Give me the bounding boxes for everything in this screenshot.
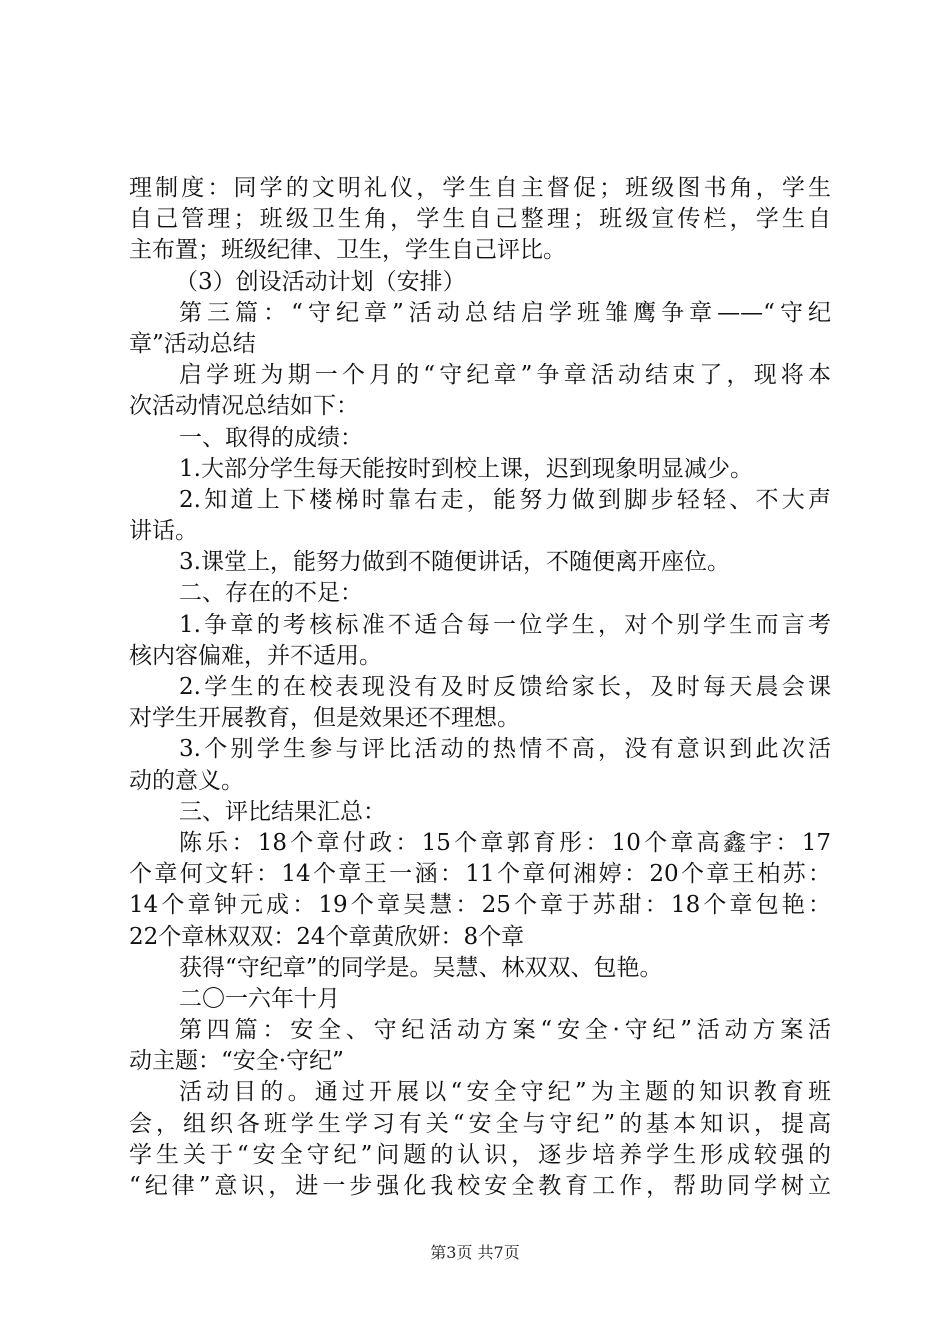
text-line: 理制度：同学的文明礼仪，学生自主督促；班级图书角，学生 [129, 175, 831, 201]
text-line: 陈乐：18个章付政：15个章郭育彤：10个章高鑫宇：17 [179, 829, 831, 856]
text-line: 14个章钟元成：19个章吴慧：25个章于苏甜：18个章包艳： [129, 892, 831, 919]
text-line: “纪律”意识，进一步强化我校安全教育工作，帮助同学树立 [129, 1173, 831, 1199]
text-line: 22个章林双双：24个章黄欣妍：8个章 [129, 923, 525, 950]
text-line: 一、取得的成绩： [179, 424, 363, 451]
text-line: 第三篇：“守纪章”活动总结启学班雏鹰争章——“守纪 [179, 299, 831, 326]
text-line: 动的意义。 [129, 767, 244, 794]
text-line: 学生关于“安全守纪”问题的认识，逐步培养学生形成较强的 [129, 1141, 831, 1168]
text-line: 启学班为期一个月的“守纪章”争章活动结束了，现将本 [179, 362, 831, 389]
text-line: 1.争章的考核标准不适合每一位学生，对个别学生而言考 [179, 611, 831, 638]
text-line: （3）创设活动计划（安排） [175, 268, 466, 295]
text-line: 自己管理；班级卫生角，学生自己整理；班级宣传栏，学生自 [129, 206, 831, 233]
text-line: 第四篇：安全、守纪活动方案“安全·守纪”活动方案活 [179, 1017, 831, 1044]
document-body [129, 173, 831, 1202]
text-line: 核内容偏难，并不适用。 [129, 642, 382, 669]
text-line: 动主题：“安全·守纪” [129, 1048, 344, 1075]
text-line: 二、存在的不足： [179, 580, 363, 607]
text-line: 三、评比结果汇总： [179, 798, 386, 825]
text-line: 2.知道上下楼梯时靠右走，能努力做到脚步轻轻、不大声 [179, 486, 831, 513]
text-line: 二〇一六年十月 [179, 985, 340, 1012]
text-line: 主布置；班级纪律、卫生，学生自己评比。 [129, 237, 566, 264]
text-line: 对学生开展教育，但是效果还不理想。 [129, 705, 520, 732]
text-line: 3.课堂上，能努力做到不随便讲话，不随便离开座位。 [179, 549, 730, 576]
text-line: 章”活动总结 [129, 330, 256, 357]
text-line: 会，组织各班学生学习有关“安全与守纪”的基本知识，提高 [129, 1110, 831, 1137]
text-line: 讲话。 [129, 518, 198, 545]
text-line: 3.个别学生参与评比活动的热情不高，没有意识到此次活 [179, 736, 831, 763]
text-line: 1.大部分学生每天能按时到校上课，迟到现象明显减少。 [179, 455, 753, 482]
text-line: 2.学生的在校表现没有及时反馈给家长，及时每天晨会课 [179, 674, 831, 700]
text-line: 个章何文轩：14个章王一涵：11个章何湘婷：20个章王柏苏： [129, 861, 831, 888]
text-line: 次活动情况总结如下： [129, 393, 359, 420]
text-line: 活动目的。通过开展以“安全守纪”为主题的知识教育班 [179, 1079, 831, 1106]
page-number-footer: 第3页 共7页 [430, 1243, 520, 1262]
text-line: 获得“守纪章”的同学是。吴慧、林双双、包艳。 [179, 954, 663, 981]
